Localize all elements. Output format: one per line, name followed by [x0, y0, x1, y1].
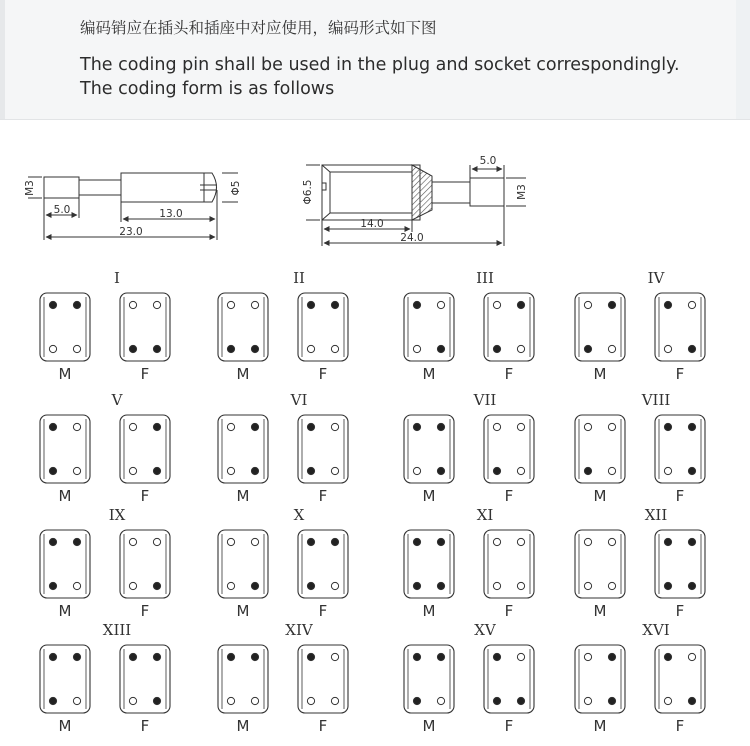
male-connector-pin-top-right-filled — [73, 653, 80, 660]
male-connector — [575, 530, 625, 598]
coding-form — [575, 506, 705, 620]
female-connector-pin-top-left-empty — [493, 538, 500, 545]
female-connector — [655, 530, 705, 598]
male-connector-pin-bottom-left-empty — [413, 467, 420, 474]
coding-form — [218, 269, 348, 383]
male-label: M — [422, 487, 436, 505]
male-connector-pin-top-left-filled — [227, 653, 234, 660]
female-connector-pin-bottom-left-filled — [664, 582, 671, 589]
male-connector-pin-bottom-right-empty — [608, 582, 615, 589]
male-connector — [404, 415, 454, 483]
female-connector-pin-top-left-filled — [664, 653, 671, 660]
socket-thread-section — [470, 178, 504, 206]
female-label: F — [675, 365, 685, 383]
female-connector-pin-bottom-right-empty — [331, 697, 338, 704]
female-connector — [298, 415, 348, 483]
male-connector-pin-top-left-filled — [49, 301, 56, 308]
female-connector — [120, 530, 170, 598]
pin-thread-section — [44, 177, 79, 198]
female-connector-pin-top-left-empty — [493, 301, 500, 308]
female-connector-pin-top-right-empty — [688, 653, 695, 660]
female-connector-pin-bottom-left-empty — [129, 467, 136, 474]
description-line-1: The coding pin shall be used in the plug and socket correspondingly. — [80, 55, 680, 75]
coding-numeral: XIII — [102, 621, 132, 639]
female-label: F — [504, 365, 514, 383]
female-connector-outline — [120, 415, 170, 483]
female-connector — [484, 415, 534, 483]
male-connector-pin-top-left-filled — [49, 538, 56, 545]
male-connector-outline — [218, 530, 268, 598]
male-connector-outline — [218, 293, 268, 361]
female-connector-pin-top-left-filled — [307, 423, 314, 430]
female-connector-pin-top-right-filled — [688, 423, 695, 430]
socket-dim-body: 14.0 — [360, 218, 384, 230]
female-connector-pin-bottom-left-empty — [664, 697, 671, 704]
female-connector-pin-bottom-right-filled — [153, 582, 160, 589]
female-connector-pin-bottom-right-empty — [517, 582, 524, 589]
male-connector-pin-top-right-filled — [608, 653, 615, 660]
female-label: F — [140, 602, 150, 620]
female-connector-pin-bottom-left-empty — [664, 467, 671, 474]
male-connector-pin-top-left-filled — [413, 538, 420, 545]
female-connector — [298, 530, 348, 598]
male-connector-pin-top-right-empty — [251, 301, 258, 308]
coding-numeral: XI — [476, 506, 494, 524]
male-connector-pin-top-right-empty — [608, 538, 615, 545]
male-connector-pin-bottom-right-filled — [251, 582, 258, 589]
female-connector-pin-top-left-empty — [129, 538, 136, 545]
male-connector-pin-top-left-empty — [227, 301, 234, 308]
male-connector — [404, 645, 454, 713]
female-connector-pin-top-right-empty — [331, 653, 338, 660]
male-connector-outline — [40, 415, 90, 483]
description-line-2: The coding form is as follows — [80, 79, 335, 99]
socket-dim-thread: 5.0 — [479, 155, 497, 167]
coding-numeral: VII — [473, 391, 497, 409]
male-connector — [40, 530, 90, 598]
coding-numeral: I — [114, 269, 120, 287]
female-connector-pin-top-left-filled — [664, 301, 671, 308]
pin-diameter-label: Φ5 — [230, 180, 242, 196]
female-connector-outline — [655, 415, 705, 483]
female-connector-pin-top-right-filled — [331, 538, 338, 545]
coding-numeral: IV — [647, 269, 665, 287]
male-connector-outline — [218, 415, 268, 483]
female-label: F — [504, 487, 514, 505]
coding-form — [575, 621, 705, 735]
male-connector-outline — [575, 530, 625, 598]
female-connector-pin-top-right-filled — [153, 423, 160, 430]
male-connector-pin-top-right-filled — [437, 538, 444, 545]
coding-numeral: VIII — [641, 391, 671, 409]
male-connector-pin-bottom-right-filled — [437, 582, 444, 589]
coding-forms-grid — [40, 269, 705, 735]
male-connector-pin-top-right-empty — [608, 423, 615, 430]
female-connector-pin-bottom-right-empty — [331, 345, 338, 352]
male-connector-outline — [40, 645, 90, 713]
coding-form — [404, 621, 534, 735]
pin-body — [121, 173, 204, 202]
female-connector-outline — [120, 530, 170, 598]
female-label: F — [140, 365, 150, 383]
socket-dim-total: 24.0 — [400, 232, 424, 244]
female-connector-pin-top-left-empty — [493, 423, 500, 430]
male-connector-pin-bottom-right-filled — [437, 345, 444, 352]
male-connector-pin-bottom-left-empty — [227, 467, 234, 474]
male-label: M — [236, 602, 250, 620]
female-connector — [484, 293, 534, 361]
female-connector-outline — [655, 530, 705, 598]
female-connector-pin-top-right-empty — [153, 301, 160, 308]
socket-hatched-section — [412, 165, 432, 220]
coding-numeral: IX — [108, 506, 126, 524]
female-connector — [655, 293, 705, 361]
male-connector — [40, 293, 90, 361]
male-label: M — [593, 717, 607, 735]
coding-numeral: II — [293, 269, 305, 287]
male-connector — [575, 415, 625, 483]
female-connector-outline — [655, 645, 705, 713]
chinese-title: 编码销应在插头和插座中对应使用，编码形式如下图 — [80, 19, 437, 37]
male-connector-pin-bottom-right-empty — [437, 697, 444, 704]
male-label: M — [593, 365, 607, 383]
male-connector-pin-top-left-filled — [413, 301, 420, 308]
coding-numeral: XII — [644, 506, 668, 524]
female-connector-pin-bottom-left-empty — [664, 345, 671, 352]
female-connector-pin-top-right-filled — [517, 301, 524, 308]
male-connector-pin-top-right-empty — [437, 301, 444, 308]
female-connector-outline — [298, 415, 348, 483]
coding-form — [404, 391, 534, 505]
male-connector-pin-top-left-filled — [49, 423, 56, 430]
female-label: F — [318, 365, 328, 383]
male-label: M — [58, 365, 72, 383]
pin-dim-body: 13.0 — [159, 208, 183, 220]
female-connector-pin-bottom-right-filled — [688, 697, 695, 704]
coding-form — [40, 269, 170, 383]
male-label: M — [422, 717, 436, 735]
female-connector — [120, 293, 170, 361]
male-label: M — [58, 717, 72, 735]
female-connector-pin-bottom-right-empty — [517, 345, 524, 352]
male-connector-pin-bottom-left-empty — [227, 697, 234, 704]
coding-numeral: X — [293, 506, 305, 524]
male-connector-pin-bottom-left-empty — [584, 697, 591, 704]
female-connector-pin-bottom-right-filled — [153, 345, 160, 352]
male-connector-pin-top-right-filled — [73, 301, 80, 308]
female-connector-pin-top-right-empty — [517, 653, 524, 660]
coding-numeral: III — [476, 269, 494, 287]
male-connector-pin-top-left-filled — [413, 653, 420, 660]
pin-slotted-end — [204, 173, 217, 202]
female-connector-pin-bottom-right-filled — [517, 697, 524, 704]
male-connector-outline — [218, 645, 268, 713]
male-connector-outline — [404, 530, 454, 598]
female-label: F — [140, 717, 150, 735]
female-connector-outline — [484, 645, 534, 713]
male-connector-outline — [404, 415, 454, 483]
female-connector-pin-top-right-empty — [331, 423, 338, 430]
female-label: F — [675, 487, 685, 505]
female-connector-pin-top-right-filled — [331, 301, 338, 308]
male-connector-outline — [575, 645, 625, 713]
female-connector — [484, 530, 534, 598]
male-connector-pin-top-left-filled — [49, 653, 56, 660]
female-connector-pin-bottom-right-filled — [153, 467, 160, 474]
male-label: M — [593, 602, 607, 620]
male-connector-outline — [575, 415, 625, 483]
female-connector-pin-bottom-left-filled — [307, 582, 314, 589]
male-connector-pin-top-left-empty — [584, 538, 591, 545]
male-connector-pin-bottom-right-filled — [251, 345, 258, 352]
female-connector-pin-bottom-right-filled — [153, 697, 160, 704]
coding-form — [575, 391, 705, 505]
male-label: M — [422, 602, 436, 620]
male-connector-outline — [404, 645, 454, 713]
male-connector-pin-bottom-right-empty — [73, 345, 80, 352]
coding-form — [218, 621, 348, 735]
female-label: F — [675, 717, 685, 735]
female-connector-outline — [484, 293, 534, 361]
female-connector-pin-bottom-left-empty — [493, 582, 500, 589]
male-connector-outline — [575, 293, 625, 361]
female-connector — [120, 645, 170, 713]
male-connector-pin-bottom-right-empty — [73, 582, 80, 589]
male-connector — [404, 530, 454, 598]
female-connector-pin-bottom-right-empty — [331, 467, 338, 474]
female-connector-outline — [298, 293, 348, 361]
pin-dim-total: 23.0 — [119, 226, 143, 238]
male-label: M — [593, 487, 607, 505]
male-connector-outline — [40, 293, 90, 361]
male-connector-pin-bottom-right-empty — [251, 697, 258, 704]
male-connector-pin-top-right-filled — [608, 301, 615, 308]
coding-numeral: V — [111, 391, 123, 409]
male-connector — [40, 645, 90, 713]
pin-dim-thread: 5.0 — [53, 204, 71, 216]
male-connector-pin-top-right-filled — [437, 653, 444, 660]
female-connector-pin-top-left-empty — [129, 301, 136, 308]
male-connector-pin-bottom-left-empty — [413, 345, 420, 352]
female-connector-pin-bottom-left-empty — [129, 582, 136, 589]
male-label: M — [58, 487, 72, 505]
male-connector-outline — [404, 293, 454, 361]
female-connector-pin-top-left-filled — [493, 653, 500, 660]
female-connector-pin-bottom-left-empty — [307, 697, 314, 704]
female-connector — [655, 415, 705, 483]
female-connector-outline — [484, 530, 534, 598]
socket-bore — [330, 172, 412, 213]
male-connector-pin-bottom-left-filled — [49, 467, 56, 474]
female-connector-pin-top-left-filled — [664, 423, 671, 430]
female-connector-pin-bottom-left-filled — [493, 467, 500, 474]
female-connector-pin-bottom-left-filled — [129, 345, 136, 352]
male-connector-pin-top-right-filled — [73, 538, 80, 545]
female-label: F — [140, 487, 150, 505]
female-connector-pin-bottom-right-empty — [517, 467, 524, 474]
female-label: F — [318, 717, 328, 735]
female-connector-pin-bottom-right-filled — [688, 467, 695, 474]
male-label: M — [236, 487, 250, 505]
coding-numeral: XV — [474, 621, 496, 639]
male-connector-pin-bottom-left-filled — [413, 582, 420, 589]
female-connector-pin-bottom-left-filled — [307, 467, 314, 474]
coding-form — [40, 621, 170, 735]
coding-form — [404, 269, 534, 383]
male-connector-pin-top-left-empty — [584, 423, 591, 430]
female-connector-pin-bottom-right-filled — [688, 345, 695, 352]
female-label: F — [318, 602, 328, 620]
coding-numeral: VI — [290, 391, 308, 409]
male-connector-pin-bottom-left-filled — [413, 697, 420, 704]
female-connector — [298, 293, 348, 361]
male-connector-pin-top-right-empty — [73, 423, 80, 430]
male-label: M — [58, 602, 72, 620]
coding-form — [40, 391, 170, 505]
male-label: M — [236, 365, 250, 383]
male-connector-pin-bottom-right-filled — [608, 697, 615, 704]
female-connector-pin-top-left-empty — [129, 423, 136, 430]
socket-outer-body — [322, 165, 420, 220]
socket-thread-label: M3 — [516, 184, 528, 200]
female-connector — [655, 645, 705, 713]
female-label: F — [504, 717, 514, 735]
female-connector-outline — [120, 293, 170, 361]
female-connector-pin-top-left-filled — [129, 653, 136, 660]
male-connector-pin-top-right-filled — [437, 423, 444, 430]
female-connector-pin-top-left-filled — [307, 538, 314, 545]
female-connector-pin-top-right-empty — [517, 423, 524, 430]
socket-diameter-label: Φ6.5 — [302, 179, 314, 205]
female-connector-pin-bottom-right-empty — [331, 582, 338, 589]
male-connector-pin-bottom-left-empty — [584, 582, 591, 589]
female-connector-pin-bottom-right-filled — [688, 582, 695, 589]
female-label: F — [318, 487, 328, 505]
male-connector-pin-bottom-left-empty — [49, 345, 56, 352]
male-connector — [575, 645, 625, 713]
coding-numeral: XIV — [285, 621, 313, 639]
male-connector-pin-bottom-right-empty — [73, 467, 80, 474]
male-connector-pin-top-left-empty — [584, 653, 591, 660]
male-connector — [218, 645, 268, 713]
female-connector-pin-top-right-empty — [688, 301, 695, 308]
coding-numeral: XVI — [642, 621, 670, 639]
coding-form — [575, 269, 705, 383]
female-connector-pin-bottom-left-filled — [493, 345, 500, 352]
female-connector-pin-top-left-filled — [307, 653, 314, 660]
female-connector-pin-bottom-left-empty — [307, 345, 314, 352]
male-connector-pin-bottom-right-empty — [73, 697, 80, 704]
male-connector-pin-top-left-empty — [227, 538, 234, 545]
female-connector-pin-top-left-filled — [664, 538, 671, 545]
male-connector-pin-top-left-empty — [227, 423, 234, 430]
female-connector — [484, 645, 534, 713]
male-connector — [218, 415, 268, 483]
male-connector-pin-bottom-left-empty — [227, 582, 234, 589]
male-connector-pin-bottom-left-filled — [584, 345, 591, 352]
male-label: M — [422, 365, 436, 383]
female-label: F — [504, 602, 514, 620]
female-connector-pin-bottom-left-empty — [129, 697, 136, 704]
female-connector-pin-top-right-empty — [153, 538, 160, 545]
male-connector-pin-bottom-left-filled — [49, 697, 56, 704]
male-label: M — [236, 717, 250, 735]
male-connector — [218, 530, 268, 598]
female-connector — [120, 415, 170, 483]
female-connector-pin-bottom-left-filled — [493, 697, 500, 704]
female-connector-pin-top-right-empty — [517, 538, 524, 545]
male-connector-pin-top-right-filled — [251, 653, 258, 660]
coding-form — [218, 506, 348, 620]
male-connector-pin-bottom-right-empty — [608, 467, 615, 474]
male-connector-pin-bottom-right-filled — [251, 467, 258, 474]
male-connector-pin-bottom-right-filled — [437, 467, 444, 474]
male-connector — [40, 415, 90, 483]
female-connector — [298, 645, 348, 713]
male-connector-pin-top-right-empty — [251, 538, 258, 545]
female-connector-pin-top-right-filled — [688, 538, 695, 545]
coding-form — [40, 506, 170, 620]
coding-form — [218, 391, 348, 505]
female-connector-outline — [120, 645, 170, 713]
female-connector-outline — [298, 645, 348, 713]
male-connector-pin-bottom-left-filled — [49, 582, 56, 589]
coding-form — [404, 506, 534, 620]
male-connector-pin-top-left-empty — [584, 301, 591, 308]
female-connector-pin-top-right-filled — [153, 653, 160, 660]
pin-thread-label: M3 — [24, 180, 36, 196]
male-connector — [218, 293, 268, 361]
male-connector-pin-bottom-right-empty — [608, 345, 615, 352]
female-connector-outline — [655, 293, 705, 361]
female-connector-pin-top-left-filled — [307, 301, 314, 308]
female-label: F — [675, 602, 685, 620]
male-connector-pin-bottom-left-filled — [227, 345, 234, 352]
female-connector-outline — [484, 415, 534, 483]
male-connector-outline — [40, 530, 90, 598]
male-connector-pin-top-right-filled — [251, 423, 258, 430]
male-connector — [575, 293, 625, 361]
female-connector-outline — [298, 530, 348, 598]
male-connector-pin-bottom-left-filled — [584, 467, 591, 474]
male-connector-pin-top-left-filled — [413, 423, 420, 430]
male-connector — [404, 293, 454, 361]
